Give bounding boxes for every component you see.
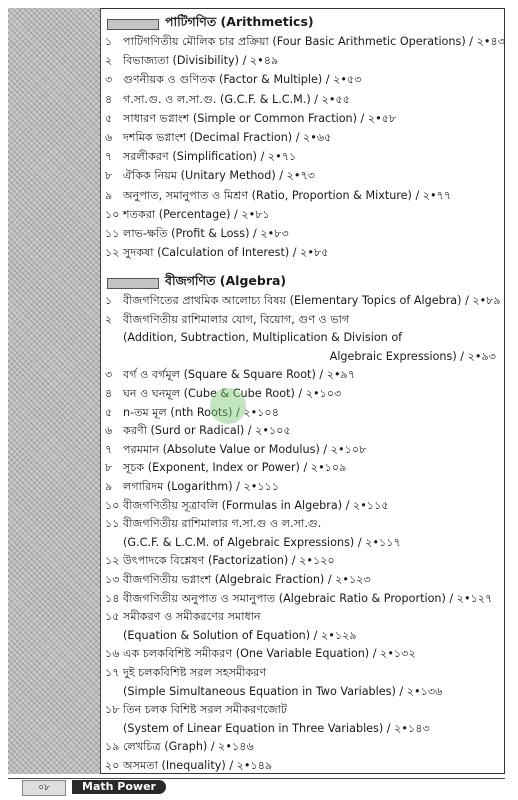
topic-number: ৮: [105, 461, 113, 475]
topic-text: বীজগণিতীয় রাশিমালার গ.সা.গু ও ল.সা.গু.: [123, 517, 322, 531]
topic-entry: [105, 757, 498, 774]
topic-text: বিভাজ্যতা (Divisibility) / ২•৪৯: [123, 54, 279, 68]
topic-text: এক চলকবিশিষ্ট সমীকরণ (One Variable Equation) / ২•১৩২: [123, 647, 416, 661]
topic-entry-continuation: [105, 329, 498, 346]
algebra-heading-text: বীজগণিত (Algebra): [165, 273, 287, 288]
topic-text: উৎপাদকে বিশ্লেষণ (Factorization) / ২•১২০: [123, 554, 335, 568]
topic-entry: [105, 459, 498, 476]
topic-text: (Addition, Subtraction, Multiplication & Division of: [123, 331, 403, 345]
topic-number: ১০: [105, 207, 120, 221]
topic-entry: [105, 645, 498, 662]
topic-number: ২: [105, 54, 113, 68]
topic-entry: [105, 110, 498, 127]
topic-text: (G.C.F. & L.C.M. of Algebraic Expressions) / ২•১১৭: [123, 535, 401, 549]
topic-number: ৫: [105, 111, 113, 125]
topic-entry-continuation: [105, 720, 498, 737]
topic-text: শতকরা (Percentage) / ২•৮১: [123, 207, 270, 221]
topic-number: ৭: [105, 442, 113, 456]
topic-number: ৪: [105, 387, 113, 400]
topic-entry: [105, 571, 498, 588]
topic-text: দুই চলকবিশিষ্ট সরল সহসমীকরণ: [123, 666, 267, 679]
heading-bar: [107, 19, 159, 30]
topic-entry: [105, 167, 498, 184]
topic-text: পাটিগণিতীয় মৌলিক চার প্রক্রিয়া (Four Basic Arithmetic Operations) / ২•৪৩: [123, 35, 505, 48]
arithmetic-heading-text: পাটিগণিত (Arithmetics): [165, 14, 314, 29]
topic-entry: [105, 738, 498, 755]
topic-entry: [105, 515, 498, 532]
topic-number: ১৯: [105, 740, 120, 754]
topic-number: ১৭: [105, 666, 120, 679]
topic-text: সূচক (Exponent, Index or Power) / ২•১০৯: [123, 461, 347, 475]
topic-text: সুদকষা (Calculation of Interest) / ২•৮৫: [123, 246, 329, 260]
topic-number: ১২: [105, 554, 120, 568]
topic-text: (System of Linear Equation in Three Variables) / ২•১৪৩: [123, 721, 430, 735]
topic-text: বীজগণিতের প্রাথমিক আলোচ্য বিষয় (Elementary Topics of Algebra) / ২•৮৯: [123, 294, 501, 307]
topic-entry-continuation: [105, 348, 498, 365]
topic-number: ১৫: [105, 610, 120, 624]
topic-text: তিন চলক বিশিষ্ট সরল সমীকরণজোট: [123, 703, 287, 717]
topic-number: ১১: [105, 227, 120, 240]
topic-text: ঐকিক নিয়ম (Unitary Method) / ২•৭৩: [123, 169, 316, 183]
topic-entry: [105, 292, 501, 309]
topic-text: দশমিক ভগ্নাংশ (Decimal Fraction) / ২•৬৫: [123, 131, 332, 144]
topic-text: লগারিদম (Logarithm) / ২•১১১: [123, 480, 280, 493]
topic-text: বীজগণিতীয় সূত্রাবলি (Formulas in Algebra) / ২•১১৫: [123, 498, 389, 512]
topic-entry: [105, 497, 498, 514]
heading-bar: [107, 278, 159, 289]
topic-number: ৩: [105, 73, 113, 87]
topic-number: ২: [105, 312, 113, 326]
topic-number: ৮: [105, 169, 113, 183]
topic-text: সমীকরণ ও সমীকরণের সমাধান: [123, 610, 261, 624]
topic-entry: [105, 311, 498, 328]
topic-text: অনুপাত, সমানুপাত ও মিশ্রণ (Ratio, Proportion & Mixture) / ২•৭৭: [123, 188, 452, 202]
topic-number: ১৮: [105, 703, 120, 717]
algebra-heading: [107, 273, 286, 293]
topic-entry: [105, 71, 498, 88]
topic-number: ৭: [105, 150, 113, 164]
brand-label: Math Power: [72, 780, 166, 794]
topic-entry: [105, 608, 498, 625]
topic-entry: [105, 385, 498, 402]
topic-entry-continuation: [105, 627, 498, 644]
topic-entry: [105, 206, 498, 223]
topic-number: ৯: [105, 188, 113, 202]
topic-number: ৩: [105, 368, 113, 382]
topic-text: বীজগণিতীয় রাশিমালার যোগ, বিয়োগ, গুণ ও ভাগ: [123, 312, 350, 326]
topic-entry: [105, 590, 498, 607]
contents-box: [101, 8, 505, 774]
topic-number: ১: [105, 35, 113, 48]
topic-number: ১৬: [105, 647, 120, 661]
topic-entry: [105, 366, 498, 383]
topic-text: সরলীকরণ (Simplification) / ২•৭১: [123, 150, 297, 164]
topic-number: ১৩: [105, 573, 120, 586]
topic-entry: [105, 664, 498, 681]
hatched-side-panel: [8, 8, 101, 774]
topic-number: ১০: [105, 498, 120, 512]
topic-entry: [105, 225, 498, 242]
topic-entry-continuation: [105, 534, 498, 551]
topic-entry: [105, 701, 498, 718]
topic-text: সাধারণ ভগ্নাংশ (Simple or Common Fraction) / ২•৫৮: [123, 111, 397, 125]
topic-text: গ.সা.গু. ও ল.সা.গু. (G.C.F. & L.C.M.) / ২•৫৫: [123, 92, 351, 106]
topic-entry: [105, 244, 498, 261]
topic-text: বর্গ ও বর্গমূল (Square & Square Root) / ২•৯৭: [123, 368, 356, 382]
topic-text: লেখচিত্র (Graph) / ২•১৪৬: [123, 740, 254, 754]
topic-number: ৪: [105, 92, 113, 106]
topic-entry: [105, 148, 498, 165]
topic-number: ১১: [105, 517, 120, 531]
topic-text: (Equation & Solution of Equation) / ২•১২৯: [123, 628, 357, 642]
topic-number: ৬: [105, 131, 113, 144]
topic-text: করণী (Surd or Radical) / ২•১০৫: [123, 424, 291, 438]
topic-text: গুণনীয়ক ও গুণিতক (Factor & Multiple) / ২•৫৩: [123, 73, 362, 87]
topic-entry: [105, 404, 498, 421]
arithmetic-heading: [107, 14, 314, 34]
topic-entry: [105, 187, 498, 204]
topic-entry: [105, 52, 498, 69]
topic-text: পরমমান (Absolute Value or Modulus) / ২•১০৮: [123, 442, 367, 456]
topic-text: Algebraic Expressions) / ২•৯৩: [329, 349, 496, 363]
topic-text: (Simple Simultaneous Equation in Two Variables) / ২•১৩৬: [123, 684, 443, 698]
topic-number: ১৪: [105, 591, 120, 605]
topic-text: বীজগণিতীয় ভগ্নাংশ (Algebraic Fraction) / ২•১২৩: [123, 573, 371, 586]
topic-entry: [105, 91, 498, 108]
topic-entry: [105, 422, 498, 439]
topic-text: বীজগণিতীয় অনুপাত ও সমানুপাত (Algebraic Ratio & Proportion) / ২•১২৭: [123, 591, 493, 605]
topic-text: লাভ-ক্ষতি (Profit & Loss) / ২•৮৩: [123, 227, 289, 240]
topic-entry: [105, 552, 498, 569]
topic-entry: [105, 129, 498, 146]
topic-number: ১: [105, 294, 113, 307]
topic-number: ৯: [105, 480, 113, 493]
topic-text: ঘন ও ঘনমূল (Cube & Cube Root) / ২•১০৩: [123, 387, 342, 400]
topic-text: অসমতা (Inequality) / ২•১৪৯: [123, 759, 273, 772]
topic-entry: [105, 33, 505, 50]
watermark-stamp: [210, 388, 246, 424]
topic-entry: [105, 478, 498, 495]
page-footer: [8, 778, 505, 795]
topic-text: n-তম মূল (nth Roots) / ২•১০৪: [123, 405, 279, 419]
topic-number: ৫: [105, 405, 113, 419]
topic-number: ১২: [105, 246, 120, 260]
topic-number: ৬: [105, 424, 113, 438]
topic-number: ২০: [105, 759, 120, 772]
topic-entry-continuation: [105, 683, 498, 700]
page-number: ০৮: [22, 780, 66, 796]
topic-entry: [105, 441, 498, 458]
